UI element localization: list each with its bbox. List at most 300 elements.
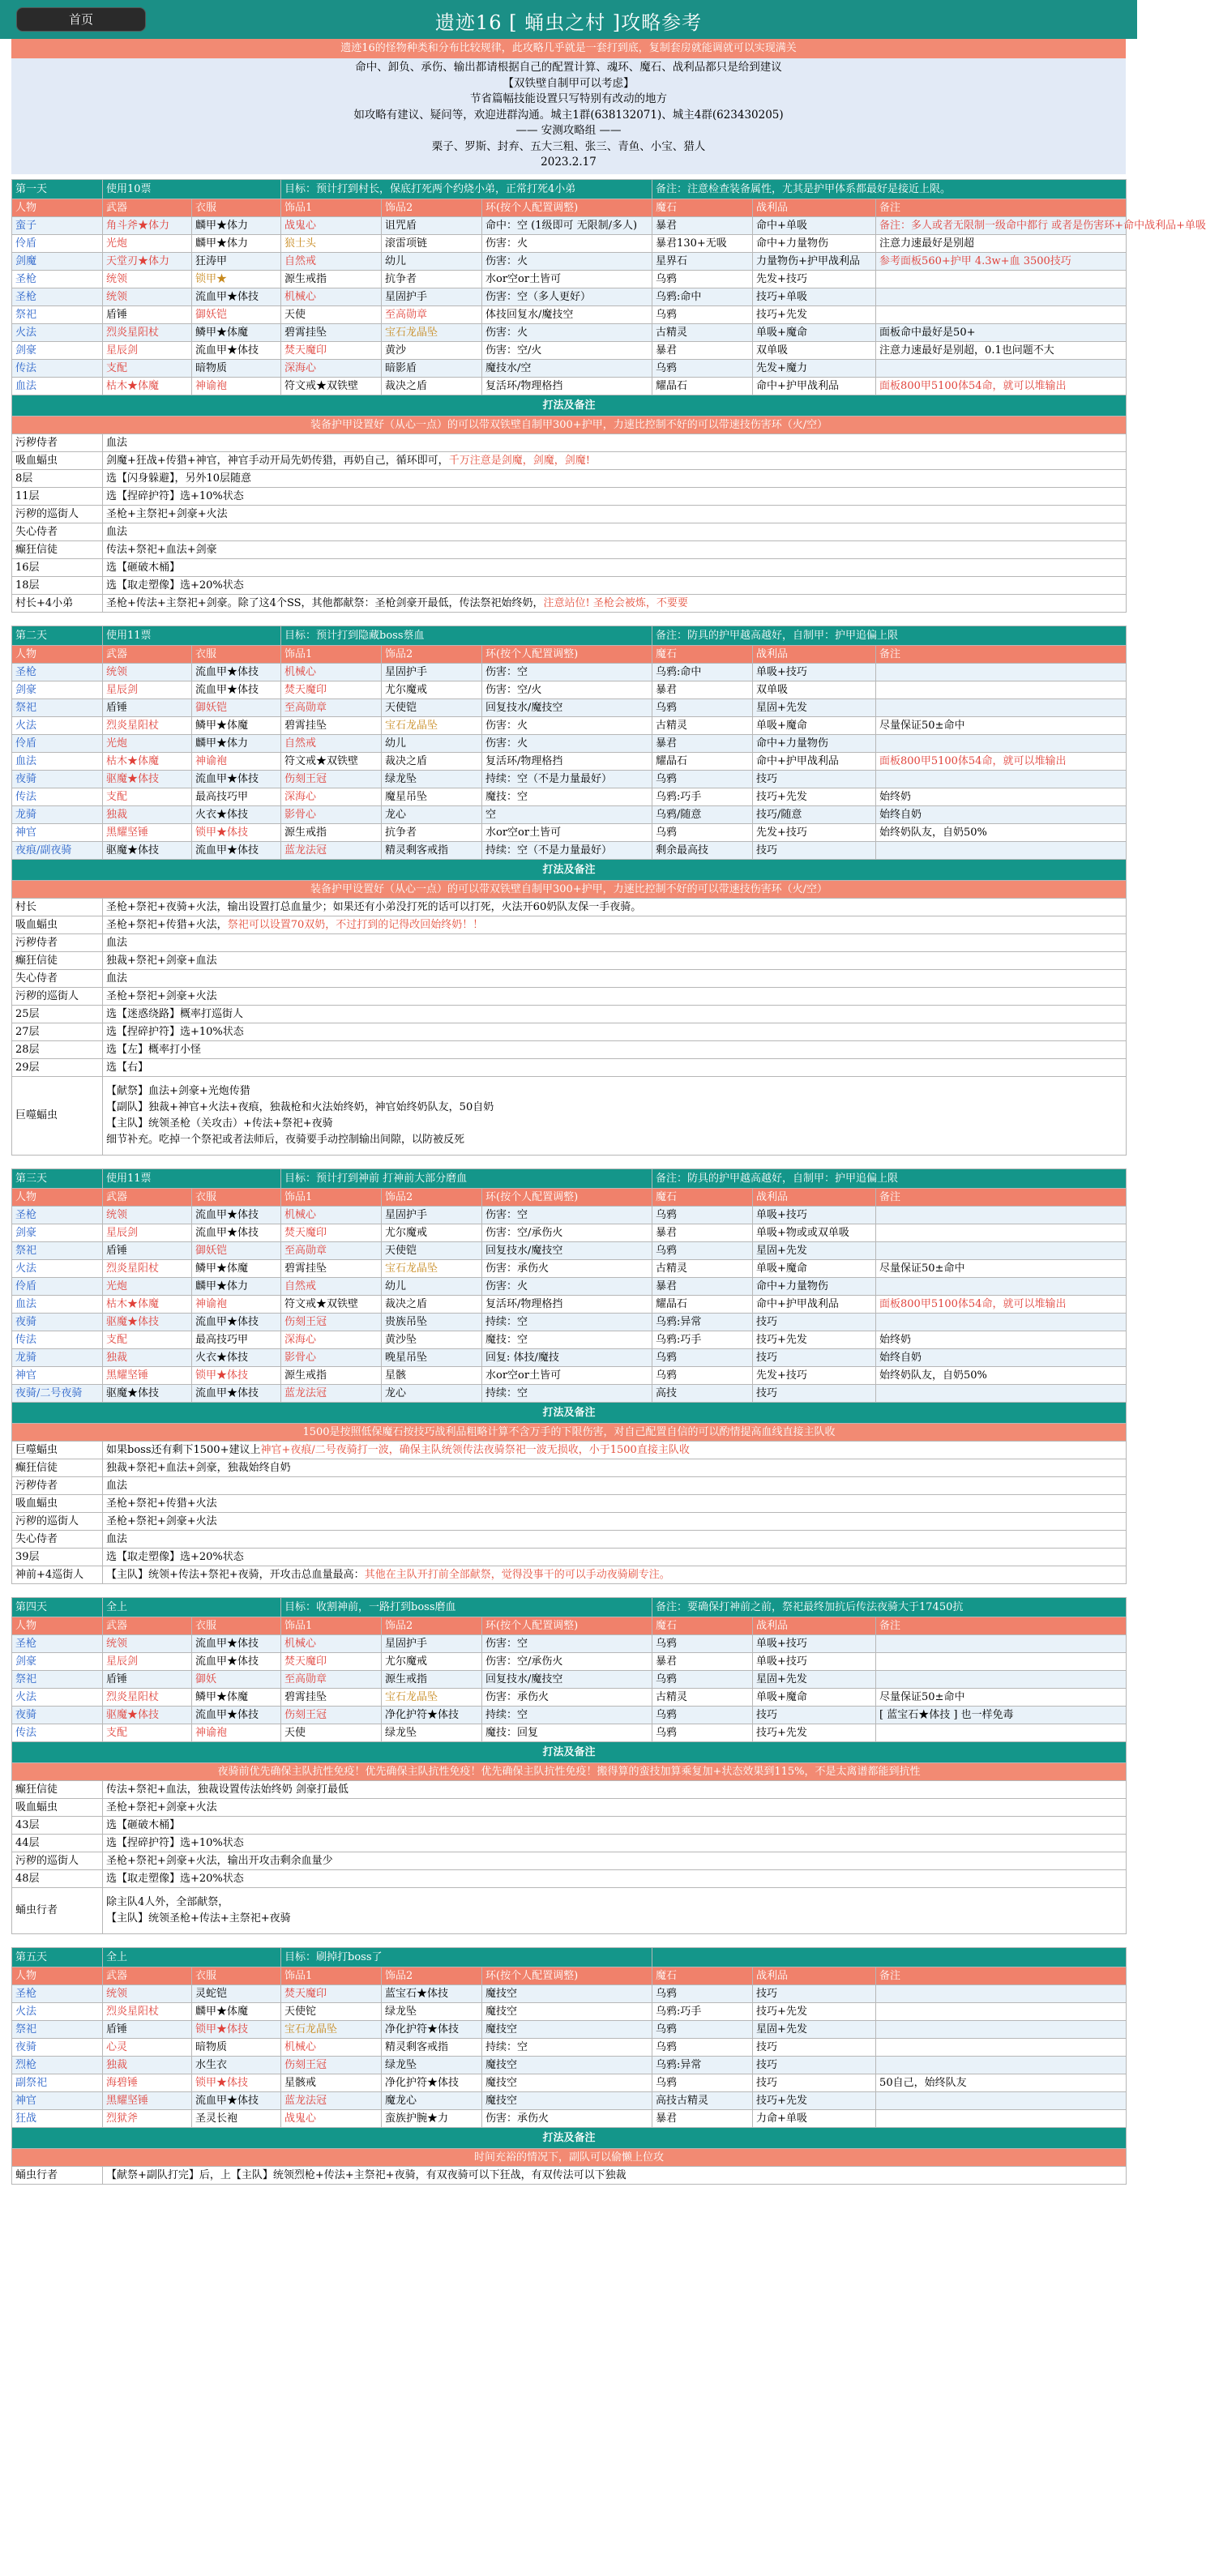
day-note: [652, 1947, 1127, 1967]
column-header-row: [12, 645, 1127, 663]
plan-text: 圣枪+传法+主祭祀+剑豪。除了这4个SS，其他都献祭：圣枪剑豪开最低，传法祭祀始终奶，: [106, 596, 544, 609]
strategy-subtitle: [12, 2148, 1127, 2166]
plan-key: 癫狂信徒: [12, 1459, 103, 1476]
character-cell: 统领: [103, 1206, 192, 1224]
character-cell: 源生戒指: [281, 270, 382, 288]
character-cell: 魔技空: [482, 1984, 652, 2002]
character-cell: 魔龙心: [382, 2091, 482, 2109]
plan-key: 村长: [12, 898, 103, 916]
character-cell: 统领: [103, 663, 192, 681]
character-cell: 命中+力量物伤: [753, 1277, 876, 1295]
character-cell: 尽量保证50±命中: [876, 716, 1127, 734]
plan-value: [103, 487, 1127, 505]
character-cell: 火衣★体技: [192, 805, 281, 823]
character-cell: 技巧: [753, 1384, 876, 1402]
character-cell: 圣灵长袍: [192, 2109, 281, 2127]
character-cell: [876, 2002, 1127, 2020]
character-row: [12, 288, 1127, 305]
column-header: 环(按个人配置调整): [482, 1188, 652, 1206]
character-cell: 火法: [12, 323, 103, 341]
character-cell: 源生戒指: [281, 823, 382, 841]
character-cell: 烈炎星阳杖: [103, 323, 192, 341]
column-header: 衣服: [192, 645, 281, 663]
character-cell: 古精灵: [652, 1688, 753, 1706]
character-cell: 命中+单吸: [753, 216, 876, 234]
plan-text: 如果boss还有剩下1500+建议上: [106, 1443, 261, 1456]
plan-text: 选【砸破木桶】: [106, 1818, 181, 1831]
character-cell: 鳞甲★体魔: [192, 1688, 281, 1706]
character-cell: 海碧锤: [103, 2074, 192, 2091]
boss-plan: [103, 1076, 1127, 1155]
day-header: [12, 1597, 1127, 1617]
character-cell: 伤害：空/火: [482, 341, 652, 359]
character-cell: [876, 305, 1127, 323]
plan-row: [12, 1530, 1127, 1548]
character-cell: 支配: [103, 1331, 192, 1348]
character-cell: 高技: [652, 1384, 753, 1402]
character-cell: 乌鸦: [652, 1241, 753, 1259]
character-cell: 蓝龙法冠: [281, 1384, 382, 1402]
column-header: 人物: [12, 199, 103, 216]
plan-text: 选【取走塑像】选+20%状态: [106, 1550, 244, 1563]
character-cell: 乌鸦:异常: [652, 2056, 753, 2074]
character-cell: 技巧+先发: [753, 1331, 876, 1348]
character-cell: 蓝龙法冠: [281, 841, 382, 859]
character-cell: 深海心: [281, 788, 382, 805]
character-row: [12, 752, 1127, 770]
character-cell: 注意力速最好是别超: [876, 234, 1127, 252]
plan-value: [103, 1023, 1127, 1040]
day-table: [11, 1168, 1127, 1584]
character-cell: 乌鸦:巧手: [652, 1331, 753, 1348]
character-cell: 光炮: [103, 734, 192, 752]
character-cell: 绿龙坠: [382, 2056, 482, 2074]
character-cell: 伤害：火: [482, 323, 652, 341]
plan-text: 血法: [106, 936, 128, 949]
character-cell: 符文戒★双铁壁: [281, 752, 382, 770]
character-cell: [876, 288, 1127, 305]
intro-line: 栗子、罗斯、封弃、五大三粗、张三、青鱼、小宝、猎人: [431, 139, 706, 153]
plan-key: 污秽侍者: [12, 434, 103, 451]
character-cell: 枯木★体魔: [103, 377, 192, 395]
character-cell: [876, 1384, 1127, 1402]
plan-key: 污秽的巡街人: [12, 1852, 103, 1869]
column-header-row: [12, 1967, 1127, 1984]
character-cell: 碧霄挂坠: [281, 716, 382, 734]
character-cell: 御妖铠: [192, 1241, 281, 1259]
character-cell: 影骨心: [281, 1348, 382, 1366]
column-header: 饰品1: [281, 645, 382, 663]
character-cell: 净化护符★体技: [382, 1706, 482, 1724]
strategy-header: [12, 395, 1127, 416]
character-cell: 宝石龙晶坠: [382, 716, 482, 734]
character-cell: 乌鸦: [652, 1706, 753, 1724]
character-cell: 蛮族护腕★力: [382, 2109, 482, 2127]
character-cell: 驱魔★体技: [103, 1706, 192, 1724]
character-cell: 圣枪: [12, 1634, 103, 1652]
column-header: 衣服: [192, 1188, 281, 1206]
character-row: [12, 770, 1127, 788]
plan-row: [12, 1058, 1127, 1076]
character-cell: 源生戒指: [382, 1670, 482, 1688]
day-goal: 目标：刷掉打boss了: [281, 1947, 652, 1967]
character-cell: [876, 1313, 1127, 1331]
character-cell: 深海心: [281, 1331, 382, 1348]
character-cell: 魔技空: [482, 2074, 652, 2091]
strategy-title: 打法及备注: [12, 859, 1127, 880]
character-cell: 神官: [12, 2091, 103, 2109]
plan-key: 污秽的巡街人: [12, 505, 103, 523]
character-cell: 宝石龙晶坠: [382, 323, 482, 341]
character-cell: 火法: [12, 1688, 103, 1706]
plan-text: 选【捏碎护符】选+10%状态: [106, 1025, 244, 1038]
character-cell: 御妖: [192, 1670, 281, 1688]
column-header: 衣服: [192, 199, 281, 216]
character-cell: 先发+技巧: [753, 270, 876, 288]
character-cell: 抗争者: [382, 823, 482, 841]
plan-key: 28层: [12, 1040, 103, 1058]
day-note: 备注：注意检查装备属性，尤其是护甲体系都最好是接近上限。: [652, 179, 1127, 199]
character-row: [12, 1313, 1127, 1331]
character-cell: 驱魔★体技: [103, 841, 192, 859]
plan-key: 44层: [12, 1834, 103, 1852]
character-cell: [876, 2091, 1127, 2109]
character-cell: 面板800甲5100体54命，就可以堆输出: [876, 752, 1127, 770]
plan-row: [12, 1852, 1127, 1869]
character-cell: 暗影盾: [382, 359, 482, 377]
character-cell: 乌鸦: [652, 823, 753, 841]
character-cell: 裁决之盾: [382, 1295, 482, 1313]
character-cell: 单吸+技巧: [753, 1652, 876, 1670]
character-cell: 烈炎星阳杖: [103, 1259, 192, 1277]
day-label: 第四天: [12, 1597, 103, 1617]
home-button[interactable]: 首页: [16, 7, 146, 32]
day-ticket: 全上: [103, 1947, 281, 1967]
plan-value: [103, 1494, 1127, 1512]
day-ticket: 使用11票: [103, 1168, 281, 1188]
character-cell: 祭祀: [12, 2020, 103, 2038]
plan-value: [103, 451, 1127, 469]
character-cell: 单吸+技巧: [753, 1634, 876, 1652]
character-cell: 技巧+单吸: [753, 288, 876, 305]
character-cell: [876, 1224, 1127, 1241]
character-row: [12, 1724, 1127, 1741]
character-row: [12, 1984, 1127, 2002]
character-cell: 星固护手: [382, 288, 482, 305]
character-cell: 伤刻王冠: [281, 770, 382, 788]
plan-row: [12, 987, 1127, 1005]
character-cell: 先发+技巧: [753, 823, 876, 841]
character-cell: 幼儿: [382, 252, 482, 270]
character-cell: 面板命中最好是50+: [876, 323, 1127, 341]
character-cell: 枯木★体魔: [103, 1295, 192, 1313]
boss-row: [12, 1076, 1127, 1155]
character-cell: 流血甲★体技: [192, 1224, 281, 1241]
character-cell: 焚天魔印: [281, 1984, 382, 2002]
character-row: [12, 2056, 1127, 2074]
day-goal: 目标：预计打到神前 打神前大部分磨血: [281, 1168, 652, 1188]
plan-value: [103, 1530, 1127, 1548]
boss-line: 【主队】统领圣枪（关攻击）+传法+祭祀+夜骑: [106, 1117, 333, 1130]
plan-value: [103, 987, 1127, 1005]
character-cell: 烈狱斧: [103, 2109, 192, 2127]
character-cell: 命中+力量物伤: [753, 234, 876, 252]
plan-row: [12, 2166, 1127, 2184]
character-cell: 机械心: [281, 1206, 382, 1224]
character-cell: 伤刻王冠: [281, 1313, 382, 1331]
character-cell: 持续：空: [482, 1313, 652, 1331]
character-cell: 始终奶队友，自奶50%: [876, 823, 1127, 841]
character-cell: 驱魔★体技: [103, 770, 192, 788]
character-cell: 自然戒: [281, 252, 382, 270]
day-header: [12, 179, 1127, 199]
plan-text: 选【捏碎护符】选+10%状态: [106, 489, 244, 502]
character-row: [12, 1688, 1127, 1706]
plan-value: [103, 916, 1127, 933]
strategy-subtitle-text: 装备护甲设置好（从心一点）的可以带双铁壁自制甲300+护甲，力速比控制不好的可以带速技伤害环（火/空）: [12, 416, 1127, 434]
plan-row: [12, 469, 1127, 487]
character-cell: 龙心: [382, 1384, 482, 1402]
character-cell: 单吸+魔命: [753, 1259, 876, 1277]
character-cell: 古精灵: [652, 1259, 753, 1277]
character-cell: 裁决之盾: [382, 752, 482, 770]
character-row: [12, 681, 1127, 698]
character-cell: 独裁: [103, 2056, 192, 2074]
character-cell: 麟甲★体力: [192, 1277, 281, 1295]
character-cell: 绿龙坠: [382, 2002, 482, 2020]
character-cell: [ 蓝宝石★体技 ] 也一样免毒: [876, 1706, 1127, 1724]
character-cell: 黑耀坚锤: [103, 2091, 192, 2109]
plan-text: 【主队】统领+传法+祭祀+夜骑，开攻击总血量最高：: [106, 1568, 365, 1581]
column-header: 战利品: [753, 645, 876, 663]
character-cell: 持续：空: [482, 2038, 652, 2056]
character-cell: 精灵剩客戒指: [382, 2038, 482, 2056]
character-cell: 至高勋章: [281, 1670, 382, 1688]
day-goal: 目标：收割神前，一路打到boss磨血: [281, 1597, 652, 1617]
character-cell: 传法: [12, 1724, 103, 1741]
plan-row: [12, 594, 1127, 612]
character-row: [12, 1241, 1127, 1259]
character-cell: 灵蛇铠: [192, 1984, 281, 2002]
character-cell: 流血甲★体技: [192, 1634, 281, 1652]
day-header: [12, 1168, 1127, 1188]
character-cell: 血法: [12, 1295, 103, 1313]
column-header: 战利品: [753, 1188, 876, 1206]
character-cell: 尤尔魔戒: [382, 1652, 482, 1670]
character-cell: 复活环/物理格挡: [482, 1295, 652, 1313]
character-cell: 古精灵: [652, 323, 753, 341]
character-cell: 星骸戒: [281, 2074, 382, 2091]
character-row: [12, 1670, 1127, 1688]
character-cell: 水or空or土皆可: [482, 270, 652, 288]
character-cell: 流血甲★体技: [192, 341, 281, 359]
day-ticket: 全上: [103, 1597, 281, 1617]
column-header: 衣服: [192, 1967, 281, 1984]
character-cell: 至高勋章: [382, 305, 482, 323]
character-cell: 星界石: [652, 252, 753, 270]
character-cell: [876, 2109, 1127, 2127]
plan-text: 选【取走塑像】选+20%状态: [106, 1872, 244, 1885]
plan-row: [12, 1834, 1127, 1852]
plan-text: 圣枪+祭祀+传猎+火法，: [106, 918, 228, 931]
character-cell: [876, 1984, 1127, 2002]
plan-value: [103, 898, 1127, 916]
column-header: 饰品1: [281, 1188, 382, 1206]
character-cell: 乌鸦: [652, 2074, 753, 2091]
character-cell: 伤害：空: [482, 1634, 652, 1652]
plan-warning: 其他在主队开打前全部献祭，觉得没事干的可以手动夜骑刷专注。: [364, 1568, 670, 1581]
character-cell: 暴君: [652, 2109, 753, 2127]
character-cell: 乌鸦: [652, 270, 753, 288]
plan-row: [12, 951, 1127, 969]
plan-row: [12, 1798, 1127, 1816]
character-cell: 狼士头: [281, 234, 382, 252]
plan-row: [12, 969, 1127, 987]
plan-value: [103, 469, 1127, 487]
plan-key: 11层: [12, 487, 103, 505]
character-cell: 麟甲★体力: [192, 734, 281, 752]
character-cell: 圣枪: [12, 288, 103, 305]
character-cell: 火法: [12, 2002, 103, 2020]
character-row: [12, 734, 1127, 752]
character-cell: 滚雷项链: [382, 234, 482, 252]
character-cell: 技巧: [753, 1984, 876, 2002]
character-row: [12, 1259, 1127, 1277]
day-label: 第五天: [12, 1947, 103, 1967]
character-cell: 乌鸦: [652, 305, 753, 323]
character-cell: 星辰剑: [103, 1652, 192, 1670]
character-cell: 宝石龙晶坠: [281, 2020, 382, 2038]
character-cell: [876, 1634, 1127, 1652]
day-label: 第一天: [12, 179, 103, 199]
character-cell: 流血甲★体技: [192, 770, 281, 788]
character-row: [12, 234, 1127, 252]
character-cell: 持续：空（不是力量最好）: [482, 770, 652, 788]
column-header: 人物: [12, 1188, 103, 1206]
plan-warning: 神官+夜痕/二号夜骑打一波，确保主队统领传法夜骑祭祀一波无损收，小于1500直接主队收: [260, 1443, 690, 1456]
character-cell: 神官: [12, 823, 103, 841]
character-cell: 宝石龙晶坠: [382, 1688, 482, 1706]
character-cell: 乌鸦: [652, 1206, 753, 1224]
character-cell: 魔技空: [482, 2020, 652, 2038]
character-cell: 剑豪: [12, 1652, 103, 1670]
column-header: 人物: [12, 1617, 103, 1634]
plan-value: [103, 969, 1127, 987]
character-cell: 暗物质: [192, 2038, 281, 2056]
character-cell: 流血甲★体技: [192, 663, 281, 681]
plan-key: 吸血蝠虫: [12, 1798, 103, 1816]
character-cell: 乌鸦:异常: [652, 1313, 753, 1331]
character-cell: 魔技：空: [482, 788, 652, 805]
plan-value: [103, 434, 1127, 451]
character-row: [12, 1634, 1127, 1652]
plan-key: 43层: [12, 1816, 103, 1834]
character-cell: 夜痕/副夜骑: [12, 841, 103, 859]
plan-key: 癫狂信徒: [12, 1780, 103, 1798]
character-cell: 暴君: [652, 1277, 753, 1295]
character-cell: 持续：空: [482, 1384, 652, 1402]
character-cell: 黄沙: [382, 341, 482, 359]
character-cell: 驱魔★体技: [103, 1313, 192, 1331]
character-cell: 体技回复水/魔技空: [482, 305, 652, 323]
character-cell: 魔技：回复: [482, 1724, 652, 1741]
plan-text: 圣枪+祭祀+剑豪+火法，输出开攻击剩余血量少: [106, 1854, 333, 1867]
character-cell: 暴君: [652, 341, 753, 359]
character-cell: 技巧: [753, 1348, 876, 1366]
plan-text: 圣枪+祭祀+传猎+火法: [106, 1497, 217, 1510]
character-cell: 光炮: [103, 234, 192, 252]
character-cell: [876, 1652, 1127, 1670]
character-cell: 神谕袍: [192, 752, 281, 770]
column-header: 武器: [103, 199, 192, 216]
column-header: 饰品2: [382, 1967, 482, 1984]
plan-text: 圣枪+祭祀+剑豪+火法: [106, 989, 217, 1002]
day-ticket: 使用10票: [103, 179, 281, 199]
character-cell: 魔技水/空: [482, 359, 652, 377]
character-cell: [876, 1670, 1127, 1688]
plan-key: 失心侍者: [12, 523, 103, 540]
boss-line: 除主队4人外，全部献祭，: [106, 1895, 229, 1908]
character-cell: 支配: [103, 1724, 192, 1741]
column-header: 饰品1: [281, 1617, 382, 1634]
plan-row: [12, 523, 1127, 540]
character-cell: 焚天魔印: [281, 1652, 382, 1670]
character-cell: 火衣★体技: [192, 1348, 281, 1366]
character-cell: 乌鸦: [652, 2038, 753, 2056]
character-cell: 流血甲★体技: [192, 1313, 281, 1331]
character-cell: 晚星吊坠: [382, 1348, 482, 1366]
character-cell: 面板800甲5100体54命，就可以堆输出: [876, 1295, 1127, 1313]
character-cell: 乌鸦: [652, 1984, 753, 2002]
character-cell: 命中+护甲战利品: [753, 1295, 876, 1313]
plan-warning: 注意站位! 圣枪会被炼，不要要: [543, 596, 688, 609]
plan-row: [12, 1548, 1127, 1566]
character-cell: 技巧+先发: [753, 305, 876, 323]
character-cell: 始终自奶: [876, 805, 1127, 823]
character-cell: 锁甲★体技: [192, 2074, 281, 2091]
character-cell: 净化护符★体技: [382, 2074, 482, 2091]
character-cell: 碧霄挂坠: [281, 1259, 382, 1277]
character-cell: 神官: [12, 1366, 103, 1384]
day-table: [11, 626, 1127, 1156]
character-cell: 乌鸦: [652, 1634, 753, 1652]
character-cell: 影骨心: [281, 805, 382, 823]
plan-value: [103, 558, 1127, 576]
column-header: 环(按个人配置调整): [482, 1617, 652, 1634]
plan-row: [12, 451, 1127, 469]
character-cell: 单吸+魔命: [753, 716, 876, 734]
character-cell: 麟甲★体力: [192, 216, 281, 234]
character-row: [12, 270, 1127, 288]
column-header: 战利品: [753, 1617, 876, 1634]
plan-text: 圣枪+祭祀+夜骑+火法，输出设置打总血量少；如果还有小弟没打死的话可以打死，火法开60奶队友保一手夜骑。: [106, 900, 642, 913]
character-cell: 绿龙坠: [382, 1724, 482, 1741]
character-cell: 黑耀坚锤: [103, 1366, 192, 1384]
plan-value: [103, 1834, 1127, 1852]
character-cell: 乌鸦:命中: [652, 288, 753, 305]
plan-key: 污秽的巡街人: [12, 987, 103, 1005]
character-cell: 焚天魔印: [281, 681, 382, 698]
character-cell: 双单吸: [753, 341, 876, 359]
plan-key: 18层: [12, 576, 103, 594]
character-cell: 锁甲★体技: [192, 823, 281, 841]
character-cell: 先发+魔力: [753, 359, 876, 377]
top-bar: [0, 0, 1137, 39]
character-row: [12, 1224, 1127, 1241]
intro-line: 如攻略有建议、疑问等，欢迎进群沟通。城主1群(638132071)、城主4群(623430205): [353, 108, 784, 122]
plan-text: 独裁+祭祀+剑豪+血法: [106, 954, 217, 967]
character-cell: 流血甲★体技: [192, 1706, 281, 1724]
